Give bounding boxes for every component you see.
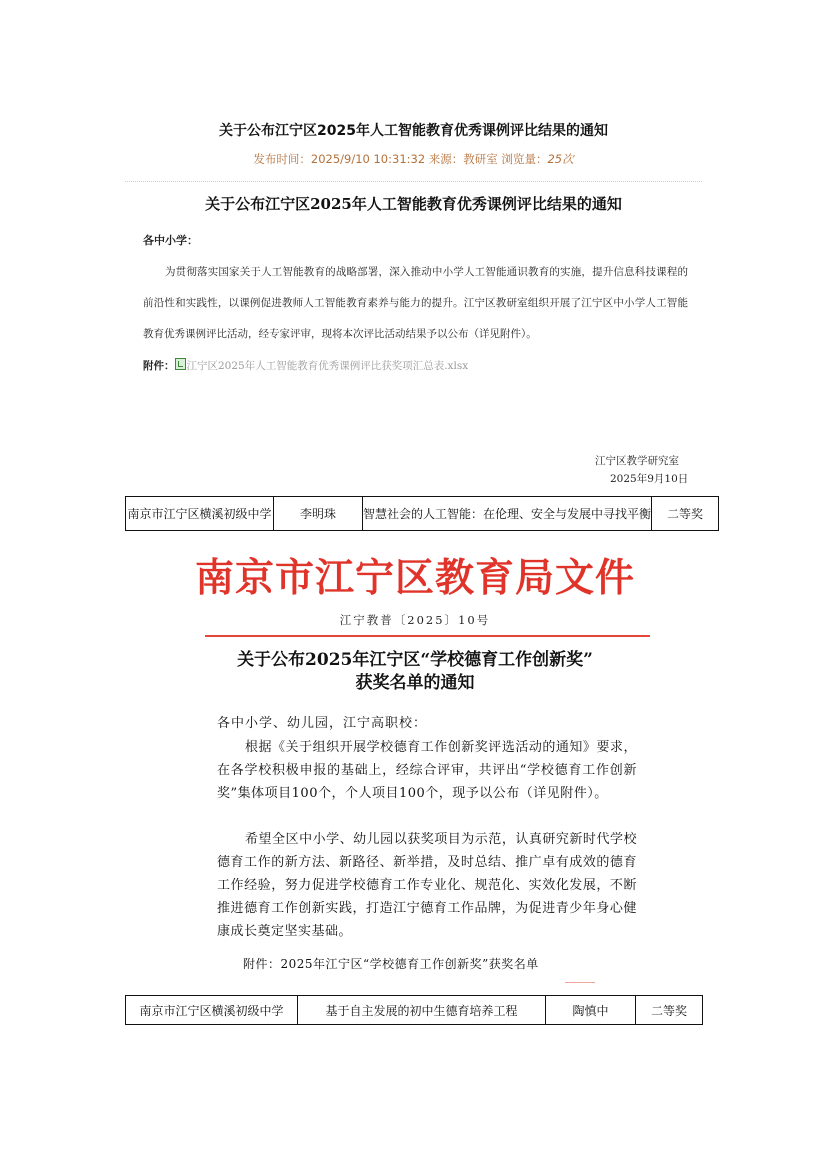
award-table-1 — [125, 496, 719, 531]
red-mark — [565, 982, 595, 983]
school-cell: 南京市江宁区横溪初级中学 — [126, 497, 274, 531]
scan-document-number: 江宁教普〔2025〕10号 — [339, 613, 491, 627]
view-count: 25次 — [547, 152, 574, 166]
signature-date: 2025年9月10日 — [610, 473, 689, 485]
red-rule — [205, 635, 650, 637]
table-row — [126, 996, 703, 1025]
prize-cell: 二等奖 — [636, 996, 703, 1025]
scan-attachment: 附件：2025年江宁区“学校德育工作创新奖”获奖名单 — [243, 957, 539, 971]
teacher-cell: 李明珠 — [274, 497, 363, 531]
award-table-2 — [125, 995, 703, 1025]
lesson-cell: 智慧社会的人工智能：在伦理、安全与发展中寻找平衡 — [363, 497, 652, 531]
scan-title-line-1: 关于公布2025年江宁区“学校德育工作创新奖” — [237, 650, 593, 670]
page-title: 关于公布江宁区2025年人工智能教育优秀课例评比结果的通知 — [219, 123, 608, 139]
notice-title: 关于公布江宁区2025年人工智能教育优秀课例评比结果的通知 — [205, 195, 622, 213]
scan-paragraph-1: 根据《关于组织开展学校德育工作创新奖评选活动的通知》要求，在各学校积极申报的基础上，经综合评审，共评出“学校德育工作创新奖”集体项目100个，个人项目100个，现予以公布（详见附件）。 — [217, 740, 637, 801]
signature-org: 江宁区教学研究室 — [595, 455, 679, 467]
scan-title-line-2: 获奖名单的通知 — [355, 673, 475, 693]
notice-body: 为贯彻落实国家关于人工智能教育的战略部署，深入推动中小学人工智能通识教育的实施，提升信息科技课程的前沿性和实践性，以课例促进教师人工智能教育素养与能力的提升。江宁区教研室组织开展了江宁区中小学人工智能教育优秀课例评比活动，经专家评审，现将本次评比活动结果予以公布（详见附件）。 — [143, 266, 688, 340]
scan-title — [185, 649, 645, 695]
school-cell: 南京市江宁区横溪初级中学 — [126, 996, 298, 1025]
divider — [125, 181, 702, 182]
scan-paragraph-2: 希望全区中小学、幼儿园以获奖项目为示范，认真研究新时代学校德育工作的新方法、新路径、新举措，及时总结、推广卓有成效的德育工作经验，努力促进学校德育工作专业化、规范化、实效化发展，不断推进德育工作创新实践，打造江宁德育工作品牌，为促进青少年身心健康成长奠定坚实基础。 — [217, 832, 637, 939]
publish-meta-text: 发布时间：2025/9/10 10:31:32 来源：教研室 浏览量： — [253, 152, 548, 166]
scan-document-header: 南京市江宁区教育局文件 — [194, 555, 635, 601]
teacher-cell: 陶慎中 — [546, 996, 636, 1025]
prize-cell: 二等奖 — [652, 497, 719, 531]
scan-addressee: 各中小学、幼儿园，江宁高职校： — [217, 716, 428, 731]
excel-file-icon — [175, 358, 186, 370]
publish-meta — [0, 151, 827, 167]
project-cell: 基于自主发展的初中生德育培养工程 — [298, 996, 546, 1025]
notice-addressee: 各中小学： — [143, 234, 198, 247]
table-row — [126, 497, 719, 531]
attachment-link[interactable]: 江宁区2025年人工智能教育优秀课例评比获奖项汇总表.xlsx — [186, 360, 469, 372]
attachment-label: 附件： — [143, 360, 175, 372]
attachment-line — [143, 358, 468, 373]
